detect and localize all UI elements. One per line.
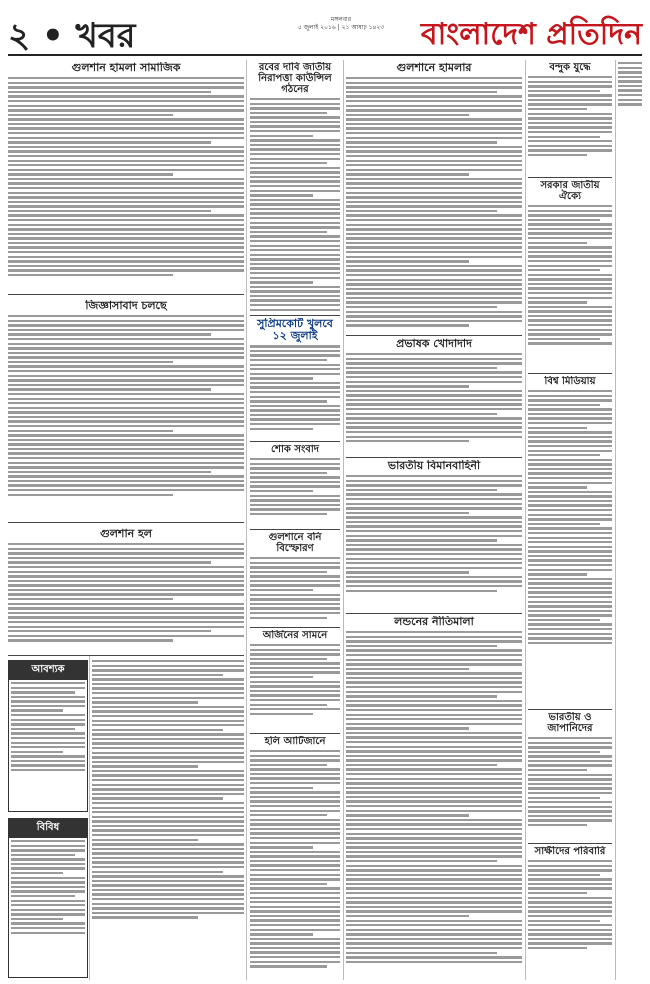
column-divider: [615, 60, 616, 980]
issue-date-text: ৫ জুলাই ২০১৬ | ২১ আষাঢ় ১৪২৩: [297, 24, 385, 31]
section-divider: [250, 627, 340, 628]
article: [92, 660, 244, 976]
section-divider: [250, 315, 340, 316]
article: [528, 846, 612, 976]
article-body: [528, 205, 612, 345]
article: [8, 300, 244, 518]
section-divider: [250, 529, 340, 530]
article: [8, 62, 244, 288]
headline: গুলশানে হামলার: [396, 62, 472, 74]
article: [250, 318, 340, 438]
article-body: [528, 737, 612, 826]
article: [346, 616, 522, 976]
headline: গুলশানে বনি বিস্ফোরণ: [268, 532, 322, 554]
issue-day: মঙ্গলবার: [330, 16, 352, 23]
article-body: [250, 557, 340, 619]
headline: সাক্ষীদের পরিবারি: [534, 846, 606, 857]
article: [250, 736, 340, 976]
section-divider: [528, 373, 612, 374]
column-divider: [246, 60, 247, 980]
headline: শোক সংবাদ: [271, 444, 319, 455]
article-body: [92, 660, 244, 919]
article: [250, 630, 340, 730]
article-body: [618, 62, 642, 106]
article-body: [528, 390, 612, 644]
article-body: [250, 98, 340, 312]
article-body: [250, 345, 340, 430]
article-body: [528, 860, 612, 949]
column-divider: [343, 60, 344, 980]
article-body: [8, 315, 244, 496]
headline: প্রভাষক খোদাদাদ: [396, 338, 472, 350]
column-divider: [89, 656, 90, 980]
masthead: [8, 8, 642, 56]
section-divider: [250, 733, 340, 734]
article-body: [528, 76, 612, 156]
article-body: [8, 77, 244, 276]
section-divider: [346, 335, 522, 336]
headline: ভারতীয় ও জাপানিদের: [547, 712, 593, 734]
headline: বন্দুক যুদ্ধে: [549, 62, 591, 73]
article: [250, 444, 340, 526]
article: [528, 180, 612, 370]
headline: সরকার জাতীয় ঐক্যে: [540, 180, 600, 202]
article-body: [250, 750, 340, 968]
headline: সুপ্রিমকোর্ট খুলবে ১২ জুলাই: [257, 318, 333, 343]
article: [250, 532, 340, 624]
section-divider: [528, 843, 612, 844]
article: [528, 376, 612, 706]
headline: রবের দাবি জাতীয় নিরাপত্তা কাউন্সিল গঠনের: [258, 62, 332, 95]
classified-ad: [8, 818, 88, 978]
article: [618, 62, 642, 392]
page-number: ২ • খবর: [8, 16, 136, 56]
article-body: [346, 475, 522, 592]
article: [528, 712, 612, 840]
section-divider: [8, 294, 244, 295]
classified-ad: [8, 660, 88, 812]
section-divider: [346, 613, 522, 614]
article-body: [346, 631, 522, 963]
article: [346, 460, 522, 610]
headline: লন্ডনের নীতিমালা: [394, 616, 474, 628]
headline: গুলশান হামলা সামাজিক: [71, 62, 181, 74]
section-divider: [8, 522, 244, 523]
headline: অর্জিনের সামনে: [262, 630, 328, 641]
headline: গুলশান হল: [99, 528, 153, 540]
section-divider: [250, 441, 340, 442]
section-divider: [346, 457, 522, 458]
article-body: [250, 644, 340, 715]
article-body: [346, 353, 522, 442]
newspaper-logo: বাংলাদেশ প্রতিদিন: [420, 17, 642, 52]
ad-title: আবশ্যক: [9, 661, 87, 680]
article: [346, 62, 522, 332]
section-divider: [528, 709, 612, 710]
headline: জিজ্ঞাসাবাদ চলছে: [85, 300, 167, 312]
article: [8, 528, 244, 652]
section-divider: [528, 177, 612, 178]
section-divider: [8, 655, 244, 656]
article-body: [346, 77, 522, 327]
headline: বিশ্ব মিডিয়ায়: [544, 376, 596, 387]
article-body: [8, 543, 244, 642]
article: [346, 338, 522, 454]
article: [250, 62, 340, 312]
issue-date: [256, 16, 426, 32]
article: [528, 62, 612, 174]
headline: ভারতীয় বিমানবাহিনী: [387, 460, 481, 472]
ad-title: বিবিধ: [9, 819, 87, 838]
column-divider: [525, 60, 526, 980]
headline: হলি আর্টিজানে: [264, 736, 326, 747]
article-body: [250, 458, 340, 515]
